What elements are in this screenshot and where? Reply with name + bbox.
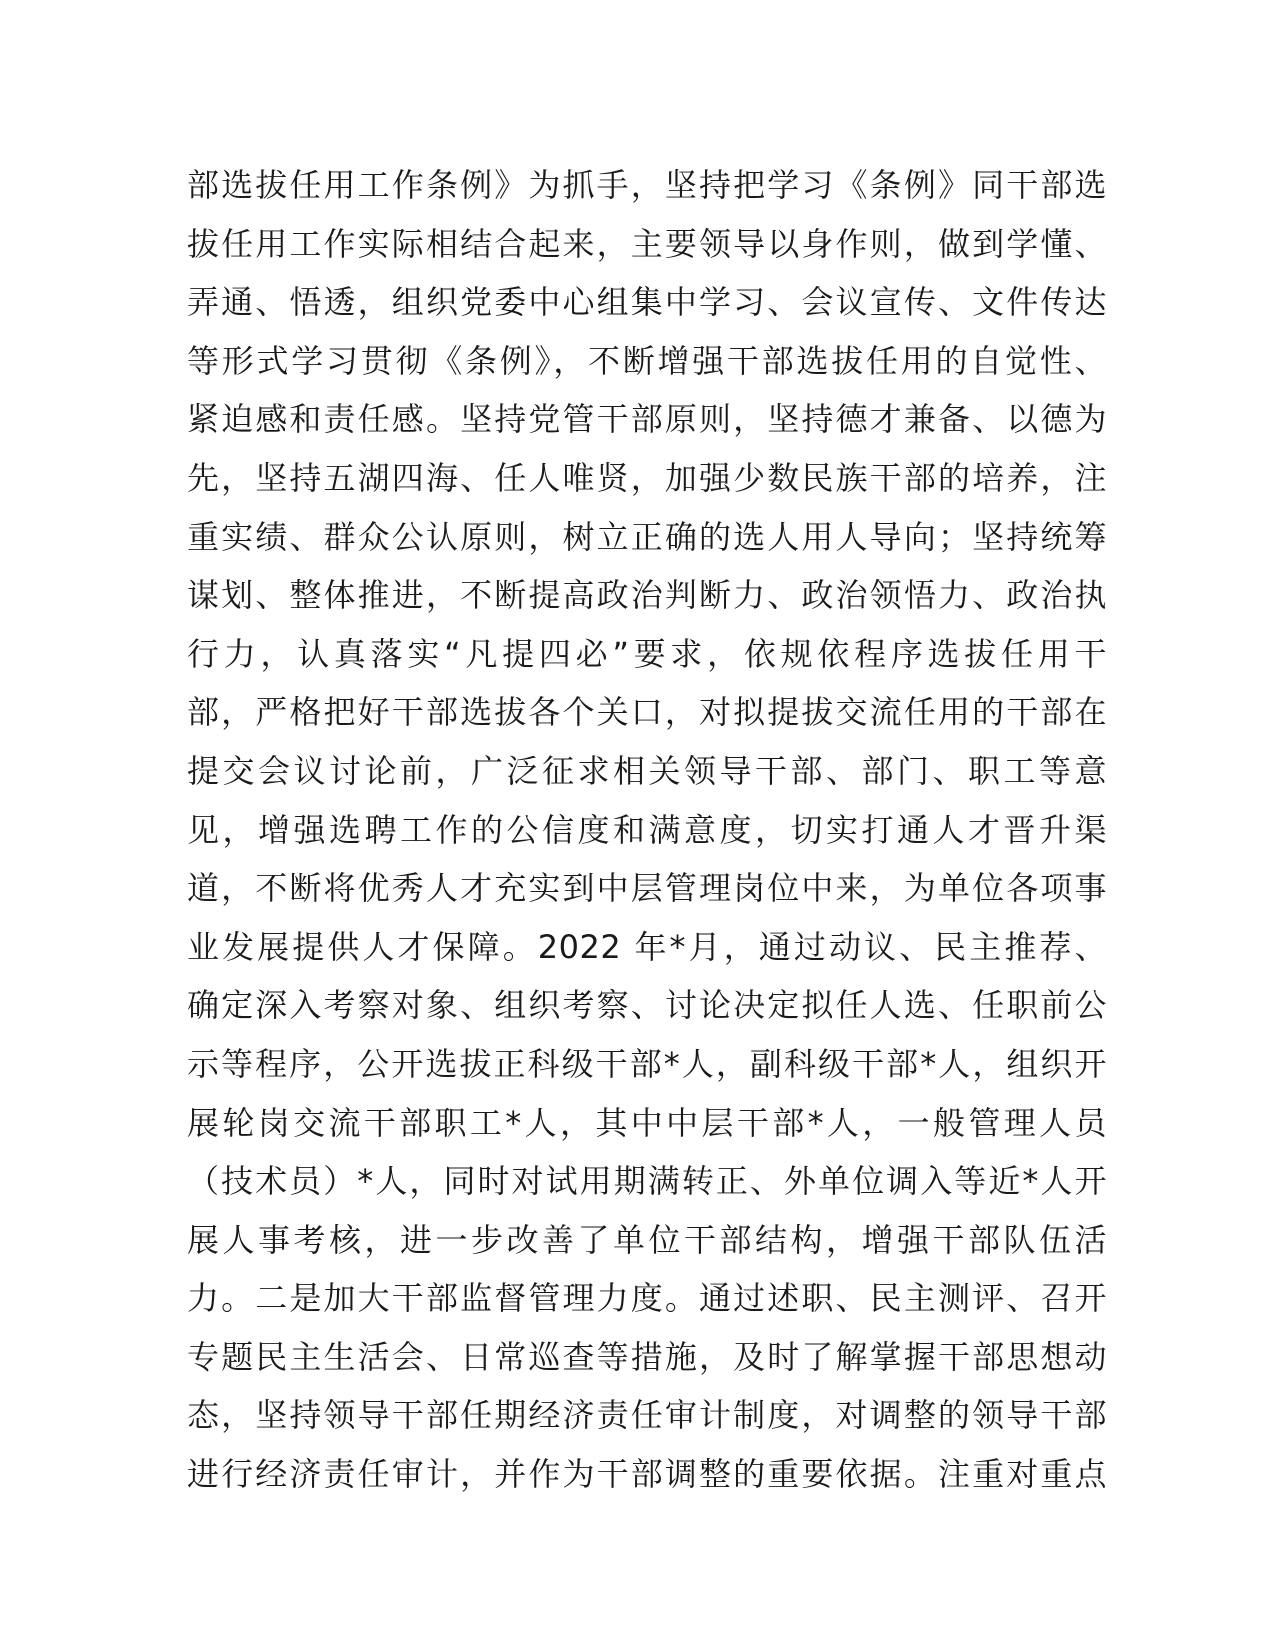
text-line: 提交会议讨论前，广泛征求相关领导干部、部门、职工等意 — [187, 751, 1107, 790]
text-line: 确定深入考察对象、组织考察、讨论决定拟任人选、任职前公 — [187, 986, 1107, 1025]
text-line: 部，严格把好干部选拔各个关口，对拟提拔交流任用的干部在 — [187, 693, 1107, 732]
text-line: 展人事考核，进一步改善了单位干部结构，增强干部队伍活 — [187, 1220, 1107, 1259]
text-line: 业发展提供人才保障。2022 年*月，通过动议、民主推荐、 — [187, 927, 1107, 966]
text-line: 道，不断将优秀人才充实到中层管理岗位中来，为单位各项事 — [187, 869, 1107, 908]
text-line: 态，坚持领导干部任期经济责任审计制度，对调整的领导干部 — [187, 1396, 1107, 1435]
text-line: 弄通、悟透，组织党委中心组集中学习、会议宣传、文件传达 — [187, 283, 1107, 322]
text-line: 先，坚持五湖四海、任人唯贤，加强少数民族干部的培养，注 — [187, 458, 1107, 497]
body-text — [187, 156, 1107, 1504]
text-line: 紧迫感和责任感。坚持党管干部原则，坚持德才兼备、以德为 — [187, 400, 1107, 439]
text-line: 拔任用工作实际相结合起来，主要领导以身作则，做到学懂、 — [187, 224, 1107, 263]
text-line: 部选拔任用工作条例》为抓手，坚持把学习《条例》同干部选 — [187, 166, 1107, 204]
text-line: 等形式学习贯彻《条例》，不断增强干部选拔任用的自觉性、 — [187, 341, 1107, 380]
text-line: 示等程序，公开选拔正科级干部*人，副科级干部*人，组织开 — [187, 1044, 1107, 1083]
text-line: 展轮岗交流干部职工*人，其中中层干部*人，一般管理人员 — [187, 1103, 1107, 1142]
text-line: 谋划、整体推进，不断提高政治判断力、政治领悟力、政治执 — [187, 576, 1107, 615]
text-line: 见，增强选聘工作的公信度和满意度，切实打通人才晋升渠 — [187, 810, 1107, 849]
text-line: 行力，认真落实“凡提四必”要求，依规依程序选拔任用干 — [187, 634, 1107, 673]
text-line: 重实绩、群众公认原则，树立正确的选人用人导向；坚持统筹 — [187, 517, 1107, 556]
text-line: 力。二是加大干部监督管理力度。通过述职、民主测评、召开 — [187, 1279, 1107, 1318]
text-line: 进行经济责任审计，并作为干部调整的重要依据。注重对重点 — [187, 1455, 1107, 1494]
text-line: 专题民主生活会、日常巡查等措施，及时了解掌握干部思想动 — [187, 1337, 1107, 1376]
text-line: （技术员）*人，同时对试用期满转正、外单位调入等近*人开 — [187, 1162, 1107, 1201]
